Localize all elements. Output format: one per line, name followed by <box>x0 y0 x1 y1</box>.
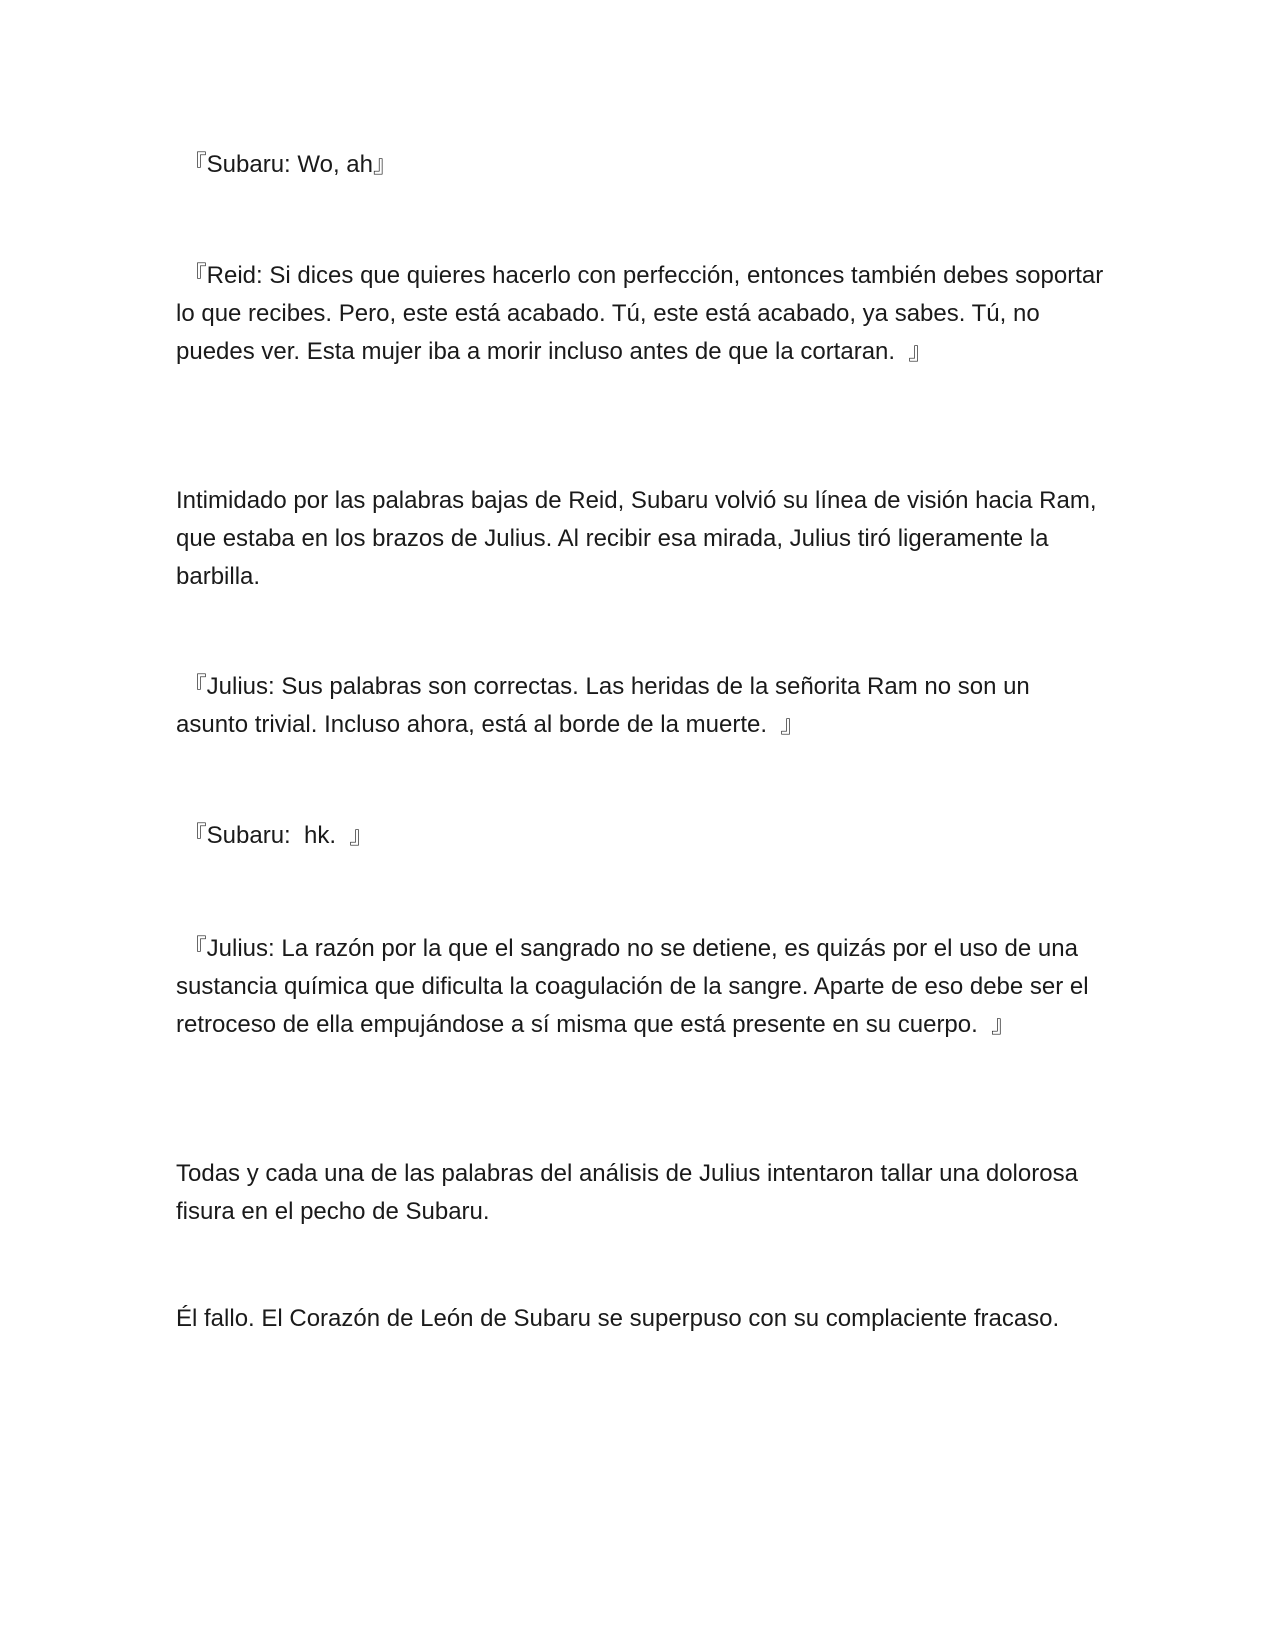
dialogue-paragraph: 『Julius: Sus palabras son correctas. Las heridas de la señorita Ram no son un asunto trivial. Incluso ahora, está al borde de la muerte. 』 <box>176 673 1037 738</box>
dialogue-paragraph: 『Subaru: hk. 』 <box>176 822 374 849</box>
dialogue-paragraph: 『Julius: La razón por la que el sangrado no se detiene, es quizás por el uso de una sustancia química que dificulta la coagulación de la sangre. Aparte de eso debe ser el retroceso de ella empujándose a sí misma que está presente en su cuerpo. 』 <box>176 935 1096 1038</box>
narration-paragraph: Él fallo. El Corazón de León de Subaru se superpuso con su complaciente fracaso. <box>176 1305 1060 1332</box>
dialogue-paragraph: 『Subaru: Wo, ah』 <box>176 151 397 178</box>
dialogue-paragraph: 『Reid: Si dices que quieres hacerlo con perfección, entonces también debes soportar lo que recibes. Pero, este está acabado. Tú, este está acabado, ya sabes. Tú, no puedes ver. Esta mujer iba a morir incluso antes de que la cortaran. 』 <box>176 262 1110 365</box>
narration-paragraph: Intimidado por las palabras bajas de Reid, Subaru volvió su línea de visión hacia Ram, que estaba en los brazos de Julius. Al recibir esa mirada, Julius tiró ligeramente la barbilla. <box>176 487 1104 590</box>
narration-paragraph: Todas y cada una de las palabras del análisis de Julius intentaron tallar una dolorosa fisura en el pecho de Subaru. <box>176 1160 1085 1225</box>
